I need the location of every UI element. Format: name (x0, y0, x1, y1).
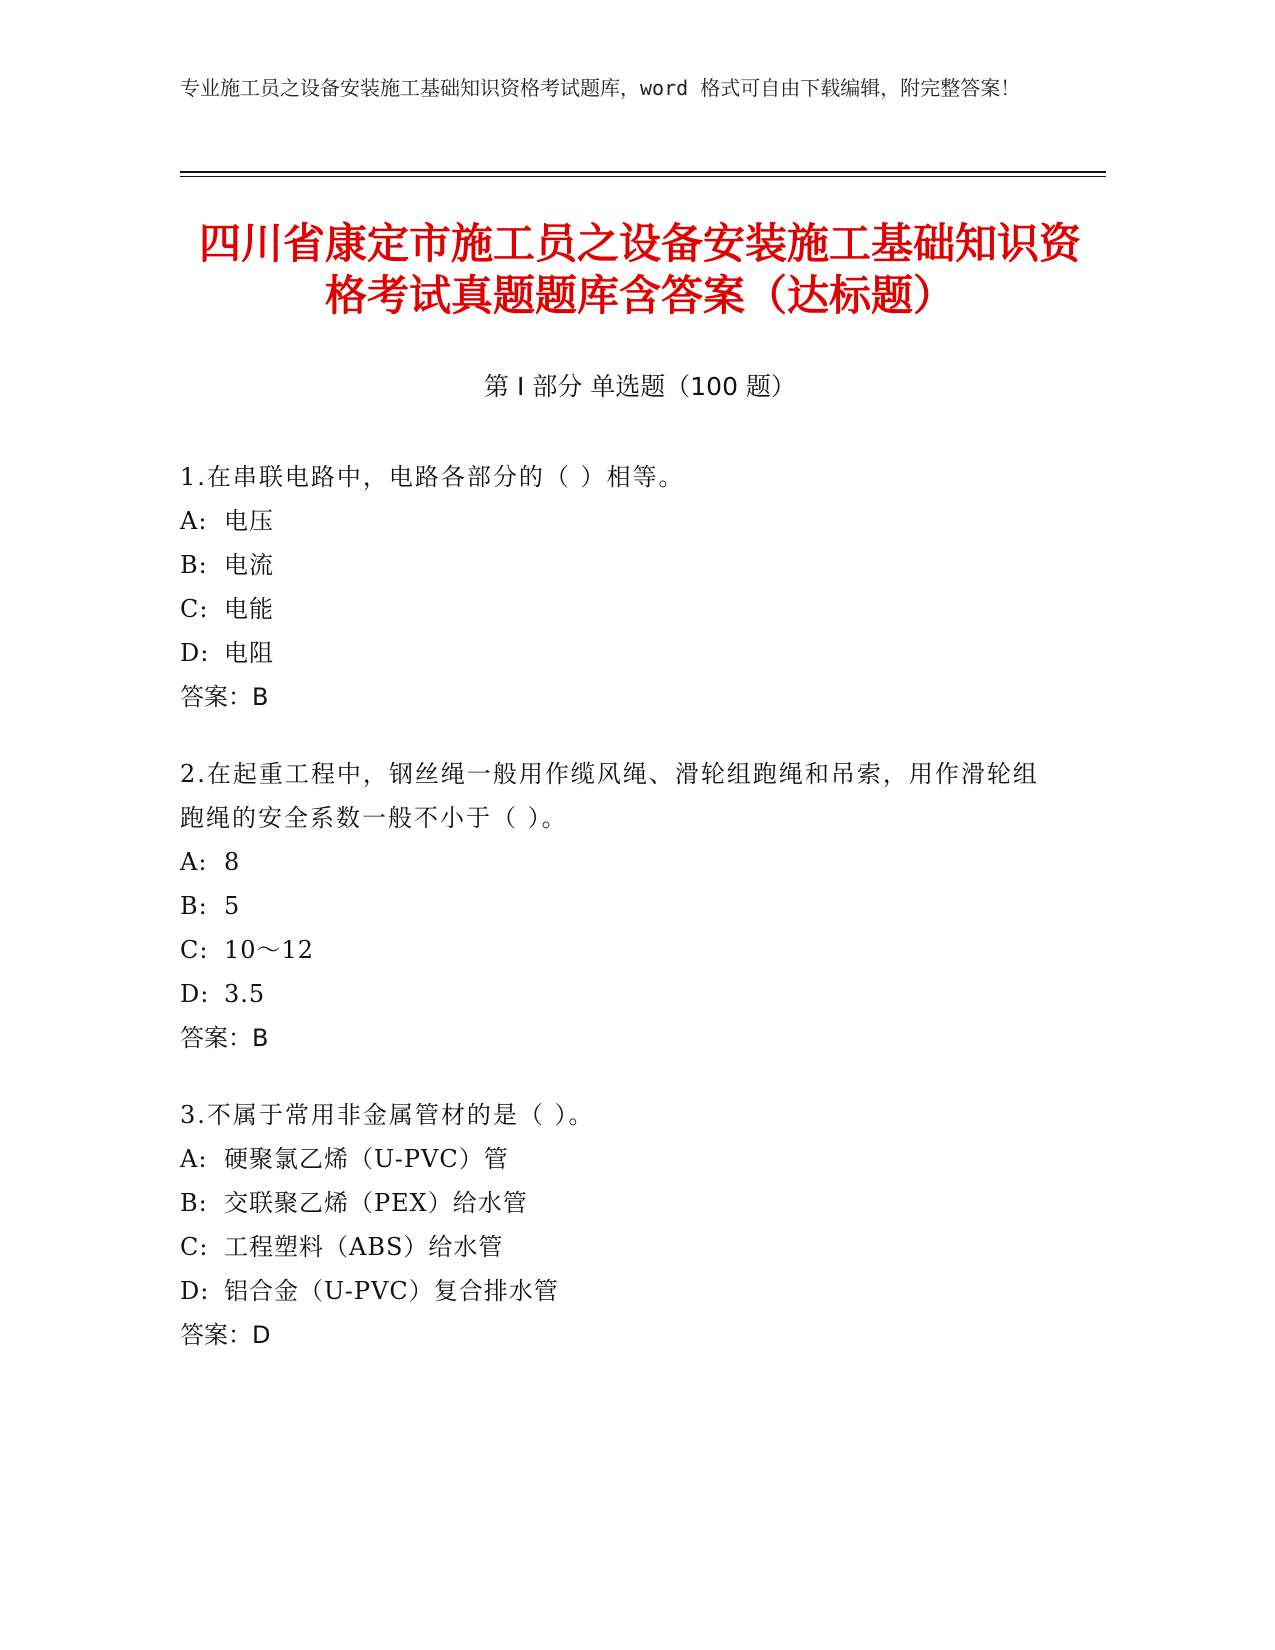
option-key: B: (180, 892, 208, 920)
header-divider-thick (180, 171, 1106, 173)
question-stem: 2.在起重工程中，钢丝绳一般用作缆风绳、滑轮组跑绳和吊索，用作滑轮组跑绳的安全系数一般不小于（ ）。 (180, 760, 1039, 832)
option-text: 铝合金（U-PVC）复合排水管 (224, 1277, 559, 1305)
answer-line: 答案：B (180, 683, 269, 711)
option-b (180, 884, 1060, 928)
question-3 (180, 1093, 1060, 1357)
option-d (180, 972, 1060, 1016)
option-c (180, 928, 1060, 972)
option-key: D: (180, 1277, 210, 1305)
question-2 (180, 752, 1060, 1060)
answer-line: 答案：B (180, 1024, 269, 1052)
option-a (180, 499, 1060, 543)
option-key: B: (180, 1189, 208, 1217)
section-title: 第 I 部分 单选题（100 题） (484, 372, 796, 401)
option-key: C: (180, 1233, 209, 1261)
option-text: 工程塑料（ABS）给水管 (224, 1233, 504, 1261)
option-key: B: (180, 551, 208, 579)
option-b (180, 1181, 1060, 1225)
option-c (180, 587, 1060, 631)
option-key: A: (180, 848, 208, 876)
header-divider-thin (180, 176, 1106, 177)
option-text: 10～12 (224, 936, 315, 964)
header-note: 专业施工员之设备安装施工基础知识资格考试题库，word 格式可自由下载编辑，附完整答案！ (180, 76, 1021, 100)
question-stem: 1.在串联电路中，电路各部分的（ ）相等。 (180, 463, 685, 491)
option-text: 5 (224, 892, 241, 920)
option-key: C: (180, 936, 209, 964)
option-text: 电压 (224, 507, 274, 535)
option-d (180, 631, 1060, 675)
option-text: 电流 (224, 551, 274, 579)
option-key: D: (180, 980, 210, 1008)
option-text: 8 (224, 848, 241, 876)
option-d (180, 1269, 1060, 1313)
option-a (180, 840, 1060, 884)
option-c (180, 1225, 1060, 1269)
document-title: 四川省康定市施工员之设备安装施工基础知识资格考试真题题库含答案（达标题） (198, 219, 1081, 320)
option-b (180, 543, 1060, 587)
option-text: 硬聚氯乙烯（U-PVC）管 (224, 1145, 509, 1173)
option-key: A: (180, 1145, 208, 1173)
option-a (180, 1137, 1060, 1181)
question-1 (180, 455, 1060, 719)
option-key: C: (180, 595, 209, 623)
option-text: 3.5 (224, 980, 266, 1008)
option-text: 电能 (224, 595, 274, 623)
answer-line: 答案：D (180, 1321, 271, 1349)
question-list (180, 455, 1060, 1390)
option-key: D: (180, 639, 210, 667)
option-text: 交联聚乙烯（PEX）给水管 (224, 1189, 528, 1217)
option-key: A: (180, 507, 208, 535)
question-stem: 3.不属于常用非金属管材的是（ ）。 (180, 1101, 595, 1129)
option-text: 电阻 (224, 639, 274, 667)
